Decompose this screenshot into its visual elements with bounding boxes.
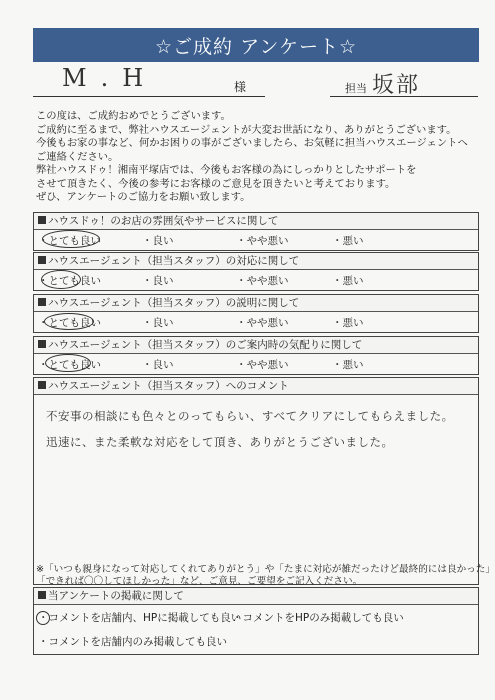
rating-option-good[interactable]: ・良い xyxy=(142,317,174,329)
question-title: ハウスエージェント（担当スタッフ）の説明に関して xyxy=(48,297,300,309)
question-header xyxy=(34,337,478,354)
rating-option-good[interactable]: ・良い xyxy=(142,275,174,287)
selected-circle-mark xyxy=(45,354,91,372)
publication-title: 当アンケートの掲載に関して xyxy=(48,590,184,602)
intro-line: 今後もお家の事など、何かお困りの事がございましたら、お気軽に担当ハウスエージェントへ xyxy=(36,137,468,149)
question-section-response xyxy=(33,252,479,291)
customer-honorific: 様 xyxy=(234,80,247,94)
square-bullet-icon xyxy=(38,381,46,389)
question-title: ハウスエージェント（担当スタッフ）のご案内時の気配りに関して xyxy=(48,339,363,351)
rating-option-very-good[interactable]: ・とても良い xyxy=(38,359,101,371)
rating-options xyxy=(34,270,478,290)
publication-section xyxy=(33,587,479,655)
staff-name: 坂部 xyxy=(372,73,421,98)
rating-option-very-good[interactable]: ・とても良い xyxy=(38,317,101,329)
question-title: ハウスエージェント（担当スタッフ）の対応に関して xyxy=(48,255,300,267)
square-bullet-icon xyxy=(38,256,46,264)
square-bullet-icon xyxy=(38,591,46,599)
customer-name: M.H xyxy=(62,64,158,92)
rating-option-somewhat-bad[interactable]: ・やや悪い xyxy=(236,275,289,287)
selected-circle-mark xyxy=(44,313,94,330)
selected-circle-mark xyxy=(36,611,50,625)
rating-option-bad[interactable]: ・悪い xyxy=(332,359,364,371)
comment-line: 不安事の相談にも色々とのってもらい、すべてクリアにしてもらえました。 xyxy=(46,409,454,423)
question-section-consideration xyxy=(33,336,479,375)
intro-line: ご成約に至るまで、弊社ハウスエージェントが大変お世話になり、ありがとうございます。 xyxy=(36,123,457,136)
rating-option-good[interactable]: ・良い xyxy=(142,235,174,247)
intro-line: させて頂きたく、今後の参考にお客様のご意見を頂きたいと考えております。 xyxy=(36,177,396,190)
publication-option-hp-only[interactable]: ・コメントをHPのみ掲載しても良い xyxy=(232,612,404,624)
question-header xyxy=(34,213,478,230)
intro-line: この度は、ご成約おめでとうございます。 xyxy=(36,110,231,122)
rating-options xyxy=(34,354,478,374)
rating-option-somewhat-bad[interactable]: ・やや悪い xyxy=(236,359,289,371)
note-line: ※「いつも親身になって対応してくれてありがとう」や「たまに対応が雑だったけど最終的には良かった」 xyxy=(36,564,495,575)
question-header xyxy=(34,295,478,312)
square-bullet-icon xyxy=(38,298,46,306)
selected-circle-mark xyxy=(42,230,100,248)
note-line: 「できれば〇〇してほしかった」など、ご意見、ご要望をご記入ください。 xyxy=(36,576,363,587)
rating-options xyxy=(34,312,478,332)
publication-header xyxy=(34,588,478,605)
intro-line: ぜひ、アンケートのご協力をお願い致します。 xyxy=(36,191,251,203)
comment-line: 迅速に、また柔軟な対応をして頂き、ありがとうございました。 xyxy=(46,435,394,449)
rating-option-bad[interactable]: ・悪い xyxy=(332,275,364,287)
rating-option-bad[interactable]: ・悪い xyxy=(332,235,364,247)
rating-option-somewhat-bad[interactable]: ・やや悪い xyxy=(236,235,289,247)
question-header xyxy=(34,253,478,270)
survey-title: ☆ご成約 アンケート☆ xyxy=(155,35,357,58)
publication-option-store-and-hp[interactable]: ・コメントを店舗内、HPに掲載しても良い xyxy=(38,612,242,624)
rating-option-very-good[interactable]: ・とても良い xyxy=(38,235,101,247)
survey-title-banner xyxy=(33,28,479,62)
rating-option-bad[interactable]: ・悪い xyxy=(332,317,364,329)
question-title: ハウスドゥ！のお店の雰囲気やサービスに関して xyxy=(48,215,279,227)
square-bullet-icon xyxy=(38,340,46,348)
comment-section xyxy=(33,377,479,585)
rating-option-good[interactable]: ・良い xyxy=(142,359,174,371)
selected-circle-mark xyxy=(41,270,81,289)
comment-header xyxy=(34,378,478,395)
staff-label: 担当 xyxy=(345,82,367,95)
publication-option-store-only[interactable]: ・コメントを店舗内のみ掲載しても良い xyxy=(38,636,227,648)
rating-option-somewhat-bad[interactable]: ・やや悪い xyxy=(236,317,289,329)
rating-options xyxy=(34,230,478,250)
comment-instruction-note xyxy=(36,564,495,588)
intro-paragraph xyxy=(36,110,481,205)
comment-title: ハウスエージェント（担当スタッフ）へのコメント xyxy=(48,380,289,392)
intro-line: 弊社ハウスドゥ！湘南平塚店では、今後もお客様の為にしっかりとしたサポートを xyxy=(36,164,417,176)
question-section-store xyxy=(33,212,479,251)
square-bullet-icon xyxy=(38,216,46,224)
rating-option-very-good[interactable]: ・とても良い xyxy=(38,275,101,287)
question-section-explanation xyxy=(33,294,479,333)
intro-line: ご連絡ください。 xyxy=(36,150,119,163)
